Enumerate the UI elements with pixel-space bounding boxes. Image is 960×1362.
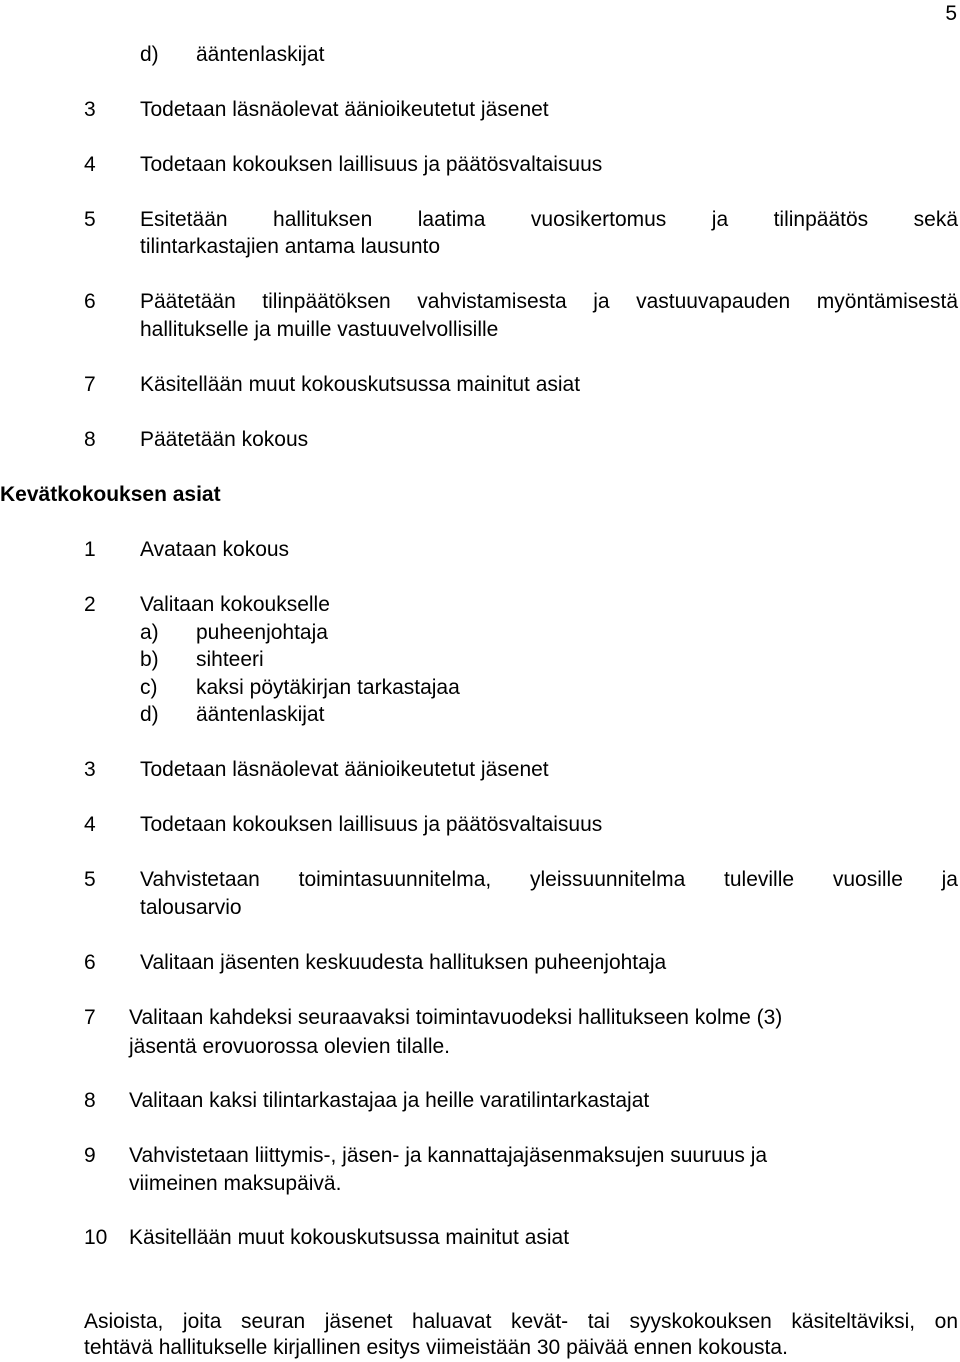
list-item-text: jäsentä erovuorossa olevien tilalle. [129, 1035, 451, 1058]
list-item-text: Päätetään tilinpäätöksen vahvistamisesta ja vastuuvapauden myöntämisestä [140, 290, 958, 313]
list-item-number: 8 [84, 428, 96, 451]
list-item-marker: d) [140, 703, 159, 726]
list-item-number: 3 [84, 758, 96, 781]
list-item-text: tilintarkastajien antama lausunto [140, 235, 441, 258]
list-item-text: Valitaan kokoukselle [140, 593, 330, 616]
list-item-number: 4 [84, 153, 96, 176]
list-item-number: 6 [84, 290, 96, 313]
list-item-marker: b) [140, 648, 159, 671]
list-item-text: Käsitellään muut kokouskutsussa mainitut asiat [129, 1226, 570, 1249]
list-item-text: Esitetään hallituksen laatima vuosikertomus ja tilinpäätös sekä [140, 208, 958, 231]
list-item-number: 8 [84, 1089, 96, 1112]
list-item-text: Todetaan kokouksen laillisuus ja päätösvaltaisuus [140, 813, 603, 836]
list-item-text: Vahvistetaan liittymis-, jäsen- ja kannattajajäsenmaksujen suuruus ja [129, 1144, 768, 1167]
list-item-text: Vahvistetaan toimintasuunnitelma, yleissuunnitelma tuleville vuosille ja [140, 868, 958, 891]
list-item-marker: a) [140, 621, 159, 644]
list-item-text: puheenjohtaja [196, 621, 328, 644]
list-item-marker: c) [140, 676, 158, 699]
list-item-number: 6 [84, 951, 96, 974]
list-item-number: 2 [84, 593, 96, 616]
list-item-number: 5 [84, 868, 96, 891]
footer-note-line: Asioista, joita seuran jäsenet haluavat kevät- tai syyskokouksen käsiteltäviksi, on [84, 1310, 958, 1333]
list-item-text: kaksi pöytäkirjan tarkastajaa [196, 676, 460, 699]
list-item-text: Käsitellään muut kokouskutsussa mainitut asiat [140, 373, 581, 396]
section-heading: Kevätkokouksen asiat [0, 483, 221, 506]
list-item-text: talousarvio [140, 896, 242, 919]
list-item-text: Päätetään kokous [140, 428, 309, 451]
footer-note-line: tehtävä hallitukselle kirjallinen esitys viimeistään 30 päivää ennen kokousta. [84, 1336, 788, 1359]
list-item-text: Todetaan läsnäolevat äänioikeutetut jäsenet [140, 758, 549, 781]
list-item-text: Todetaan kokouksen laillisuus ja päätösvaltaisuus [140, 153, 603, 176]
list-item-number: 1 [84, 538, 96, 561]
list-item-number: 10 [84, 1226, 108, 1249]
list-item-number: 9 [84, 1144, 96, 1167]
list-item-number: 3 [84, 98, 96, 121]
list-item-text: Todetaan läsnäolevat äänioikeutetut jäsenet [140, 98, 549, 121]
list-item-number: 7 [84, 373, 96, 396]
list-item-text: Valitaan jäsenten keskuudesta hallituksen puheenjohtaja [140, 951, 667, 974]
list-item-text: ääntenlaskijat [196, 43, 325, 66]
list-item-text: Valitaan kahdeksi seuraavaksi toimintavuodeksi hallitukseen kolme (3) [129, 1006, 783, 1029]
list-item-text: Valitaan kaksi tilintarkastajaa ja heille varatilintarkastajat [129, 1089, 650, 1112]
list-item-text: sihteeri [196, 648, 264, 671]
list-item-text: Avataan kokous [140, 538, 290, 561]
list-item-text: hallitukselle ja muille vastuuvelvollisille [140, 318, 499, 341]
page-number: 5 [945, 2, 957, 25]
list-item-text: viimeinen maksupäivä. [129, 1172, 342, 1195]
list-item-number: 4 [84, 813, 96, 836]
list-item-number: 5 [84, 208, 96, 231]
list-item-text: ääntenlaskijat [196, 703, 325, 726]
list-item-number: 7 [84, 1006, 96, 1029]
list-item-marker: d) [140, 43, 159, 66]
